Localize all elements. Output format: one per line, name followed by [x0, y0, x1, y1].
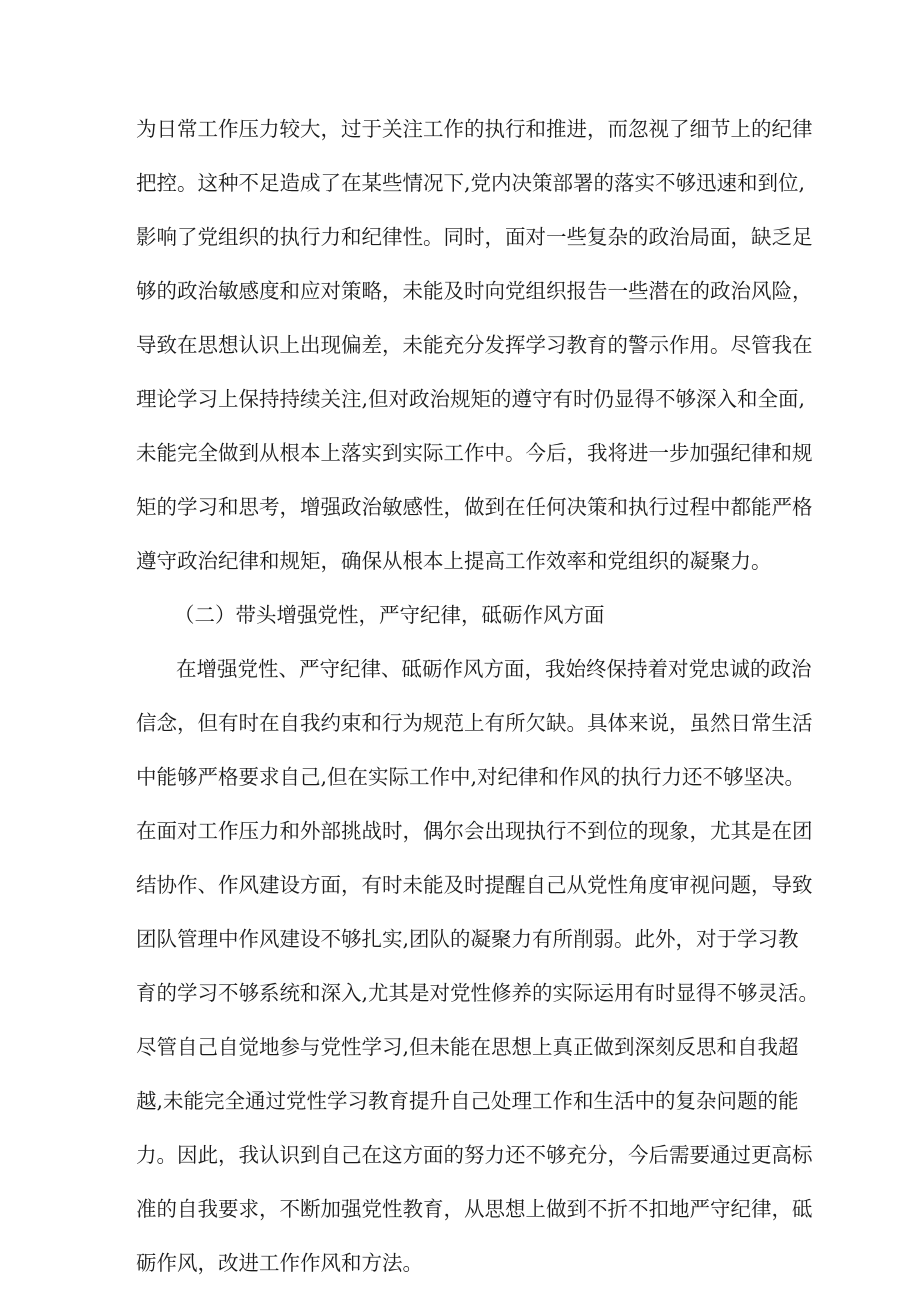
paragraph-line: 中能够严格要求自己,但在实际工作中,对纪律和作风的执行力还不够坚决。	[136, 765, 806, 789]
paragraph-line: 在面对工作压力和外部挑战时，偶尔会出现执行不到位的现象，尤其是在团	[136, 819, 813, 843]
paragraph-line: 导致在思想认识上出现偏差，未能充分发挥学习教育的警示作用。尽管我在	[136, 333, 813, 357]
paragraph-line: 团队管理中作风建设不够扎实,团队的凝聚力有所削弱。此外，对于学习教	[136, 927, 799, 951]
paragraph-line: 力。因此，我认识到自己在这方面的努力还不够充分，今后需要通过更高标	[136, 1143, 813, 1167]
paragraph-line: 准的自我要求，不断加强党性教育，从思想上做到不折不扣地严守纪律，砥	[136, 1197, 813, 1221]
section-heading: （二）带头增强党性，严守纪律，砥砺作风方面	[174, 603, 605, 627]
paragraph-line: 信念，但有时在自我约束和行为规范上有所欠缺。具体来说，虽然日常生活	[136, 711, 813, 735]
paragraph-line: 矩的学习和思考，增强政治敏感性，做到在任何决策和执行过程中都能严格	[136, 495, 813, 519]
paragraph-line: 遵守政治纪律和规矩，确保从根本上提高工作效率和党组织的凝聚力。	[136, 549, 772, 573]
paragraph-line: 为日常工作压力较大，过于关注工作的执行和推进，而忽视了细节上的纪律	[136, 117, 813, 141]
paragraph-line: 理论学习上保持持续关注,但对政治规矩的遵守有时仍显得不够深入和全面,	[136, 387, 806, 411]
paragraph-line: 结协作、作风建设方面，有时未能及时提醒自己从党性角度审视问题，导致	[136, 873, 813, 897]
paragraph-line: 在增强党性、严守纪律、砥砺作风方面，我始终保持着对党忠诚的政治	[176, 657, 812, 681]
paragraph-line: 影响了党组织的执行力和纪律性。同时，面对一些复杂的政治局面，缺乏足	[136, 225, 813, 249]
paragraph-line: 把控。这种不足造成了在某些情况下,党内决策部署的落实不够迅速和到位,	[136, 171, 806, 195]
paragraph-line: 越,未能完全通过党性学习教育提升自己处理工作和生活中的复杂问题的能	[136, 1089, 799, 1113]
paragraph-line: 够的政治敏感度和应对策略，未能及时向党组织报告一些潜在的政治风险，	[136, 279, 813, 303]
paragraph-line: 育的学习不够系统和深入,尤其是对党性修养的实际运用有时显得不够灵活。	[136, 981, 820, 1005]
paragraph-line: 砺作风，改进工作作风和方法。	[136, 1251, 423, 1275]
paragraph-line: 尽管自己自觉地参与党性学习,但未能在思想上真正做到深刻反思和自我超	[136, 1035, 799, 1059]
paragraph-line: 未能完全做到从根本上落实到实际工作中。今后，我将进一步加强纪律和规	[136, 441, 813, 465]
